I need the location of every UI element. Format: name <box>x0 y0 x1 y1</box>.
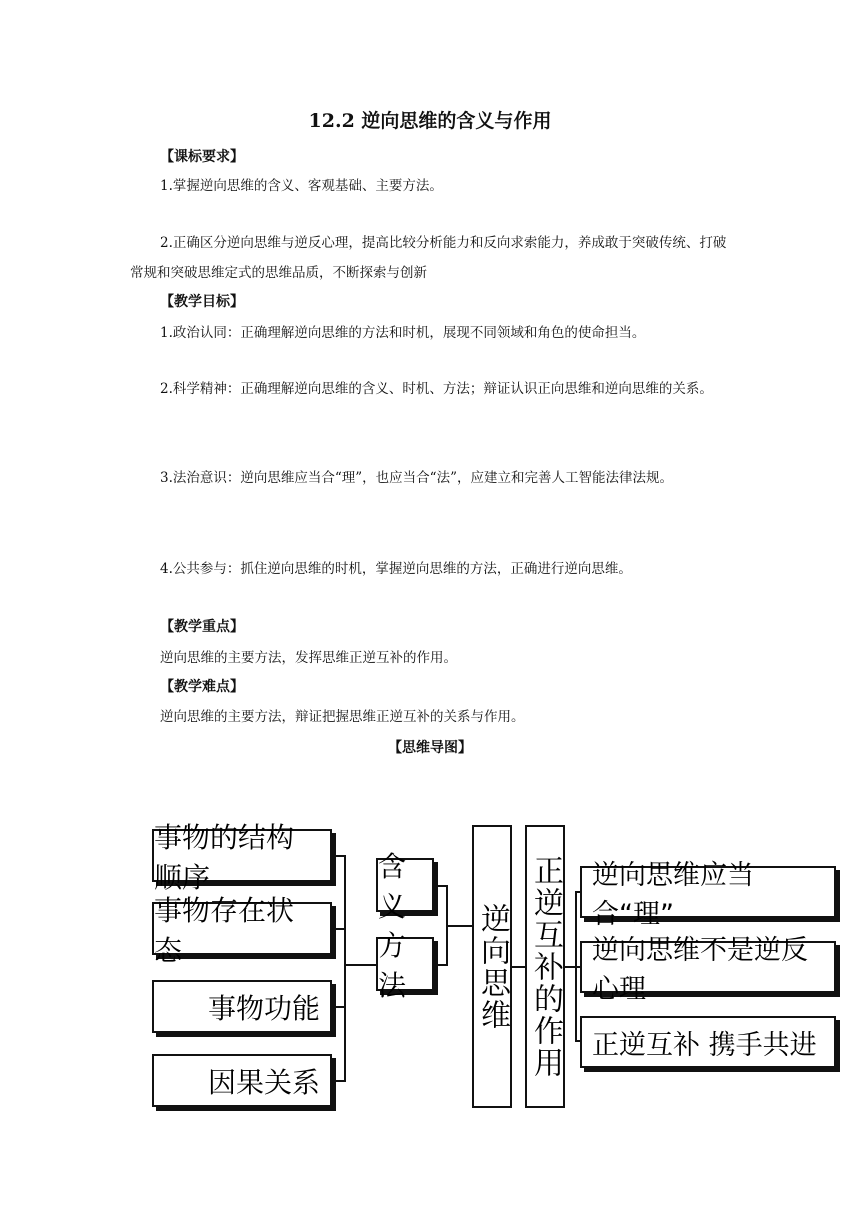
mindmap-role-label: 正逆互补的作用 <box>528 854 563 1079</box>
difficulties-text: 逆向思维的主要方法，辩证把握思维正逆互补的关系与作用。 <box>160 709 525 725</box>
connector <box>446 925 472 927</box>
mindmap-center <box>472 825 512 1108</box>
goal-item-2: 2.科学精神：正确理解逆向思维的含义、时机、方法；辩证认识正向思维和逆向思维的关系。 <box>160 381 713 397</box>
mindmap-left-4: 因果关系 <box>152 1054 332 1107</box>
mindmap-left-3: 事物功能 <box>152 980 332 1033</box>
mindmap-right-1: 逆向思维应当合“理” <box>580 866 836 918</box>
mindmap-left-2: 事物存在状态 <box>152 902 332 955</box>
goal-item-1: 1.政治认同：正确理解逆向思维的方法和时机，展现不同领域和角色的使命担当。 <box>160 325 646 341</box>
mindmap-meaning: 含义 <box>376 858 434 912</box>
goal-item-3: 3.法治意识：逆向思维应当合“理”，也应当合“法”，应建立和完善人工智能法律法规。 <box>160 470 673 486</box>
curriculum-item-1: 1.掌握逆向思维的含义、客观基础、主要方法。 <box>160 178 443 194</box>
connector <box>344 964 376 966</box>
mindmap-method: 方法 <box>376 937 434 991</box>
mindmap-heading: 【思维导图】 <box>388 740 472 756</box>
key-points-heading: 【教学重点】 <box>160 619 244 635</box>
goals-heading: 【教学目标】 <box>160 294 244 310</box>
key-points-text: 逆向思维的主要方法，发挥思维正逆互补的作用。 <box>160 650 457 666</box>
curriculum-heading: 【课标要求】 <box>160 149 244 165</box>
mindmap-right-2: 逆向思维不是逆反心理 <box>580 941 836 993</box>
connector <box>344 855 346 1082</box>
mindmap-left-1: 事物的结构顺序 <box>152 829 332 882</box>
mindmap-right-3: 正逆互补 携手共进 <box>580 1016 836 1068</box>
curriculum-item-2: 2.正确区分逆向思维与逆反心理，提高比较分析能力和反向求索能力，养成敢于突破传统、打破常规和突破思维定式的思维品质，不断探索与创新 <box>130 235 727 281</box>
page-title: 12.2 逆向思维的含义与作用 <box>308 110 552 132</box>
difficulties-heading: 【教学难点】 <box>160 679 244 695</box>
goal-item-4: 4.公共参与：抓住逆向思维的时机，掌握逆向思维的方法，正确进行逆向思维。 <box>160 561 632 577</box>
connector <box>512 966 525 968</box>
mindmap-role <box>525 825 565 1108</box>
mindmap-center-label: 逆向思维 <box>475 902 510 1031</box>
